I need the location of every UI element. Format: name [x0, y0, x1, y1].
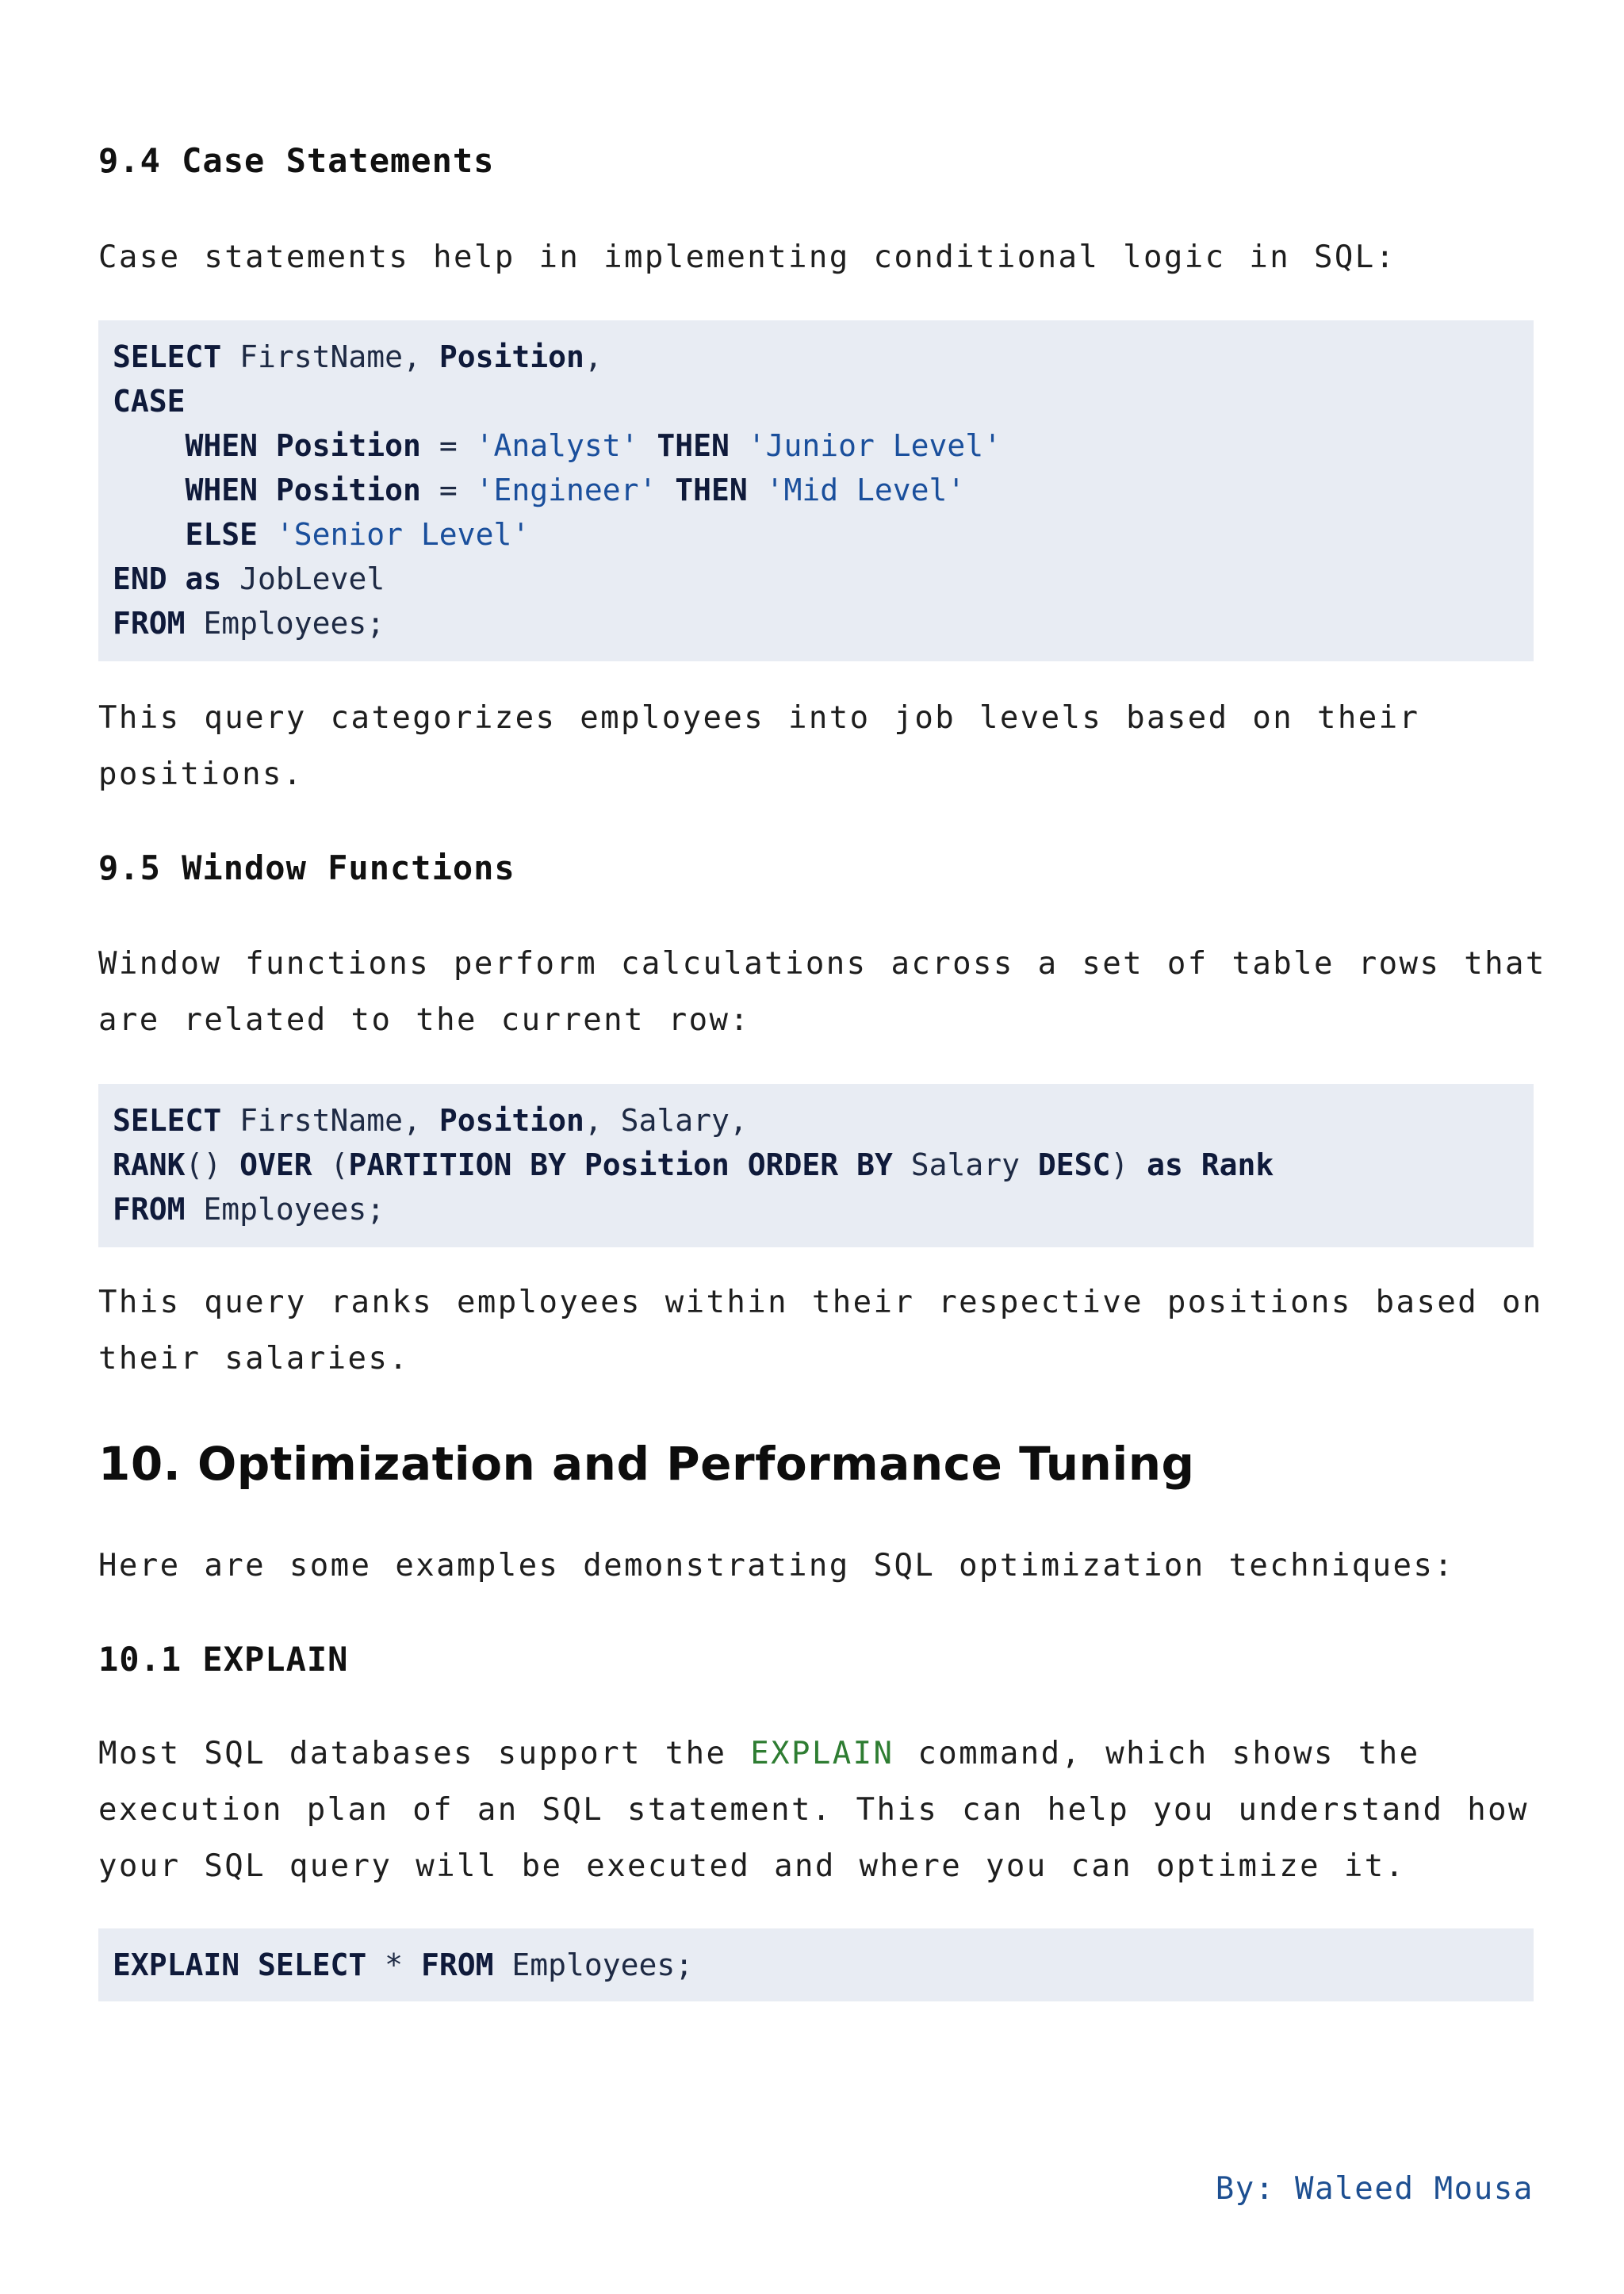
window-intro-line-2: are related to the current row:	[98, 1002, 751, 1038]
case-outro-line-1: This query categorizes employees into job levels based on their	[98, 700, 1420, 736]
window-code-block	[98, 1084, 1534, 1247]
code-line: END as JobLevel	[113, 561, 385, 596]
section-heading-window-functions: 9.5 Window Functions	[98, 848, 515, 887]
window-outro-line-2: their salaries.	[98, 1341, 410, 1377]
chapter-heading-optimization: 10. Optimization and Performance Tuning	[98, 1437, 1195, 1491]
code-line: CASE	[113, 384, 186, 419]
section-heading-explain: 10.1 EXPLAIN	[98, 1640, 349, 1679]
case-intro-paragraph: Case statements help in implementing conditional logic in SQL:	[98, 239, 1396, 275]
code-line: SELECT FirstName, Position, Salary,	[113, 1103, 748, 1138]
window-intro-line-1: Window functions perform calculations across a set of table rows that	[98, 946, 1546, 982]
code-line: ELSE 'Senior Level'	[113, 517, 530, 552]
section-heading-case-statements: 9.4 Case Statements	[98, 141, 495, 180]
code-line: RANK() OVER (PARTITION BY Position ORDER BY Salary DESC) as Rank	[113, 1147, 1274, 1182]
explain-paragraph-line-3: your SQL query will be executed and where you can optimize it.	[98, 1848, 1406, 1884]
inline-code-explain: EXPLAIN	[750, 1736, 894, 1771]
code-line: EXPLAIN SELECT * FROM Employees;	[113, 1947, 694, 1982]
optimization-intro-paragraph: Here are some examples demonstrating SQL optimization techniques:	[98, 1548, 1455, 1584]
explain-paragraph-line-1: Most SQL databases support the EXPLAIN command, which shows the	[98, 1736, 1420, 1771]
explain-paragraph-line-2: execution plan of an SQL statement. This can help you understand how	[98, 1792, 1529, 1828]
code-line: FROM Employees;	[113, 1192, 385, 1227]
window-outro-line-1: This query ranks employees within their respective positions based on	[98, 1285, 1543, 1320]
code-line: WHEN Position = 'Engineer' THEN 'Mid Level'	[113, 473, 966, 507]
code-line: SELECT FirstName, Position,	[113, 339, 603, 374]
code-line: FROM Employees;	[113, 606, 385, 641]
code-line: WHEN Position = 'Analyst' THEN 'Junior Level'	[113, 428, 1002, 463]
case-outro-line-2: positions.	[98, 756, 304, 792]
case-code-block	[98, 320, 1534, 661]
explain-code-block	[98, 1928, 1534, 2001]
author-credit: By: Waleed Mousa	[1215, 2171, 1534, 2207]
